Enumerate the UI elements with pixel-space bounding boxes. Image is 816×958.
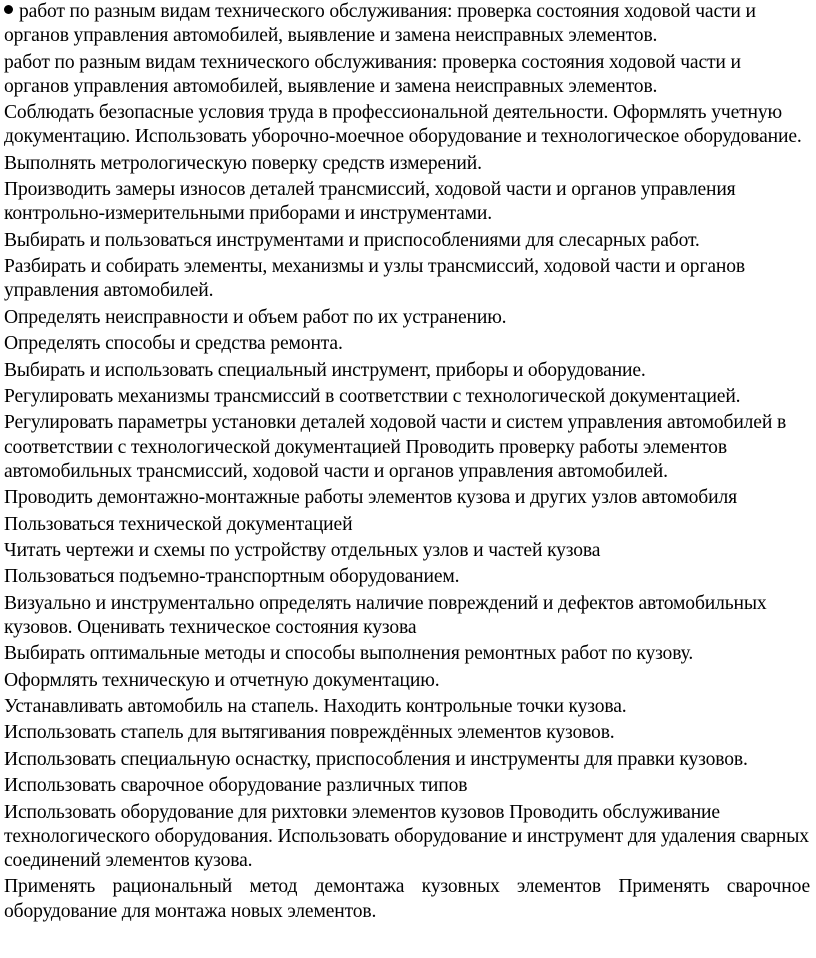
paragraph-23: Использовать сварочное оборудование различных типов: [4, 775, 468, 797]
paragraph-11: Регулировать механизмы трансмиссий в соответствии с технологической документацией.: [4, 385, 741, 407]
bullet-icon: [4, 5, 13, 14]
paragraph-6: Выбирать и пользоваться инструментами и приспособлениями для слесарных работ.: [4, 229, 700, 251]
paragraph-12: Регулировать параметры установки деталей ходовой части и систем управления автомобилей в соответствии с технологической документацией Проводить проверку работы элементов автомобильных трансмиссий, ходовой части и органов управления автомобилей.: [4, 412, 787, 482]
paragraph-24: Использовать оборудование для рихтовки элементов кузовов Проводить обслуживание технологического оборудования. Использовать оборудование и инструмент для удаления сварных соединений элементов кузова.: [4, 801, 809, 872]
paragraph-7: Разбирать и собирать элементы, механизмы и узлы трансмиссий, ходовой части и органов управления автомобилей.: [4, 256, 745, 302]
paragraph-20: Устанавливать автомобиль на стапель. Находить контрольные точки кузова.: [4, 696, 627, 718]
paragraph-16: Пользоваться подъемно-транспортным оборудованием.: [4, 566, 460, 588]
paragraph-1: [4, 0, 810, 48]
paragraph-19: Оформлять техническую и отчетную документацию.: [4, 669, 440, 691]
paragraph-2: работ по разным видам технического обслуживания: проверка состояния ходовой части и органов управления автомобилей, выявление и замена неисправных элементов.: [4, 51, 741, 97]
paragraph-10: Выбирать и использовать специальный инструмент, приборы и оборудование.: [4, 359, 646, 381]
paragraph-9: Определять способы и средства ремонта.: [4, 333, 343, 355]
paragraph-18: Выбирать оптимальные методы и способы выполнения ремонтных работ по кузову.: [4, 643, 694, 665]
paragraph-15: Читать чертежи и схемы по устройству отдельных узлов и частей кузова: [4, 539, 601, 561]
paragraph-17: Визуально и инструментально определять наличие повреждений и дефектов автомобильных кузовов. Оценивать техническое состояния кузова: [4, 592, 767, 638]
paragraph-5: Производить замеры износов деталей трансмиссий, ходовой части и органов управления контрольно-измерительными приборами и инструментами.: [4, 179, 736, 225]
paragraph-8: Определять неисправности и объем работ по их устранению.: [4, 306, 507, 328]
paragraph-25: Применять рациональный метод демонтажа кузовных элементов Применять сварочное оборудование для монтажа новых элементов.: [4, 876, 810, 922]
paragraph-4: Выполнять метрологическую поверку средств измерений.: [4, 152, 482, 174]
document-body: [4, 0, 810, 926]
paragraph-22: Использовать специальную оснастку, приспособления и инструменты для правки кузовов.: [4, 748, 748, 770]
paragraph-13: Проводить демонтажно-монтажные работы элементов кузова и других узлов автомобиля: [4, 487, 737, 509]
paragraph-21: Использовать стапель для вытягивания повреждённых элементов кузовов.: [4, 722, 615, 744]
paragraph-text: работ по разным видам технического обслуживания: проверка состояния ходовой части и органов управления автомобилей, выявление и замена неисправных элементов.: [4, 1, 756, 47]
paragraph-3: Соблюдать безопасные условия труда в профессиональной деятельности. Оформлять учетную документацию. Использовать уборочно-моечное оборудование и технологическое оборудование.: [4, 102, 802, 148]
paragraph-14: Пользоваться технической документацией: [4, 513, 353, 535]
